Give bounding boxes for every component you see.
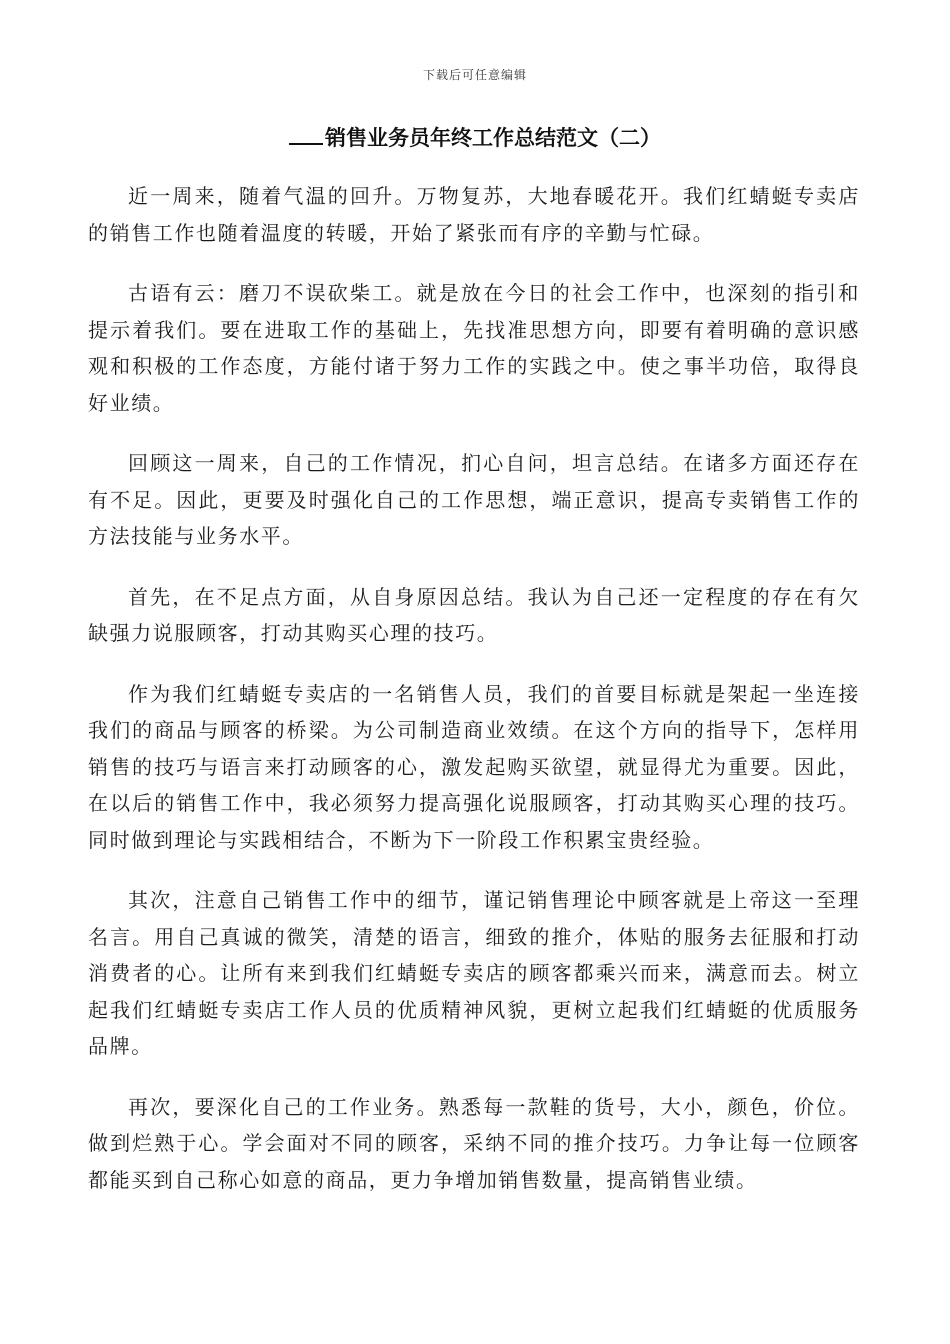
paragraph-5: 作为我们红蜻蜓专卖店的一名销售人员，我们的首要目标就是架起一坐连接我们的商品与顾客的桥梁。为公司制造商业效绩。在这个方向的指导下，怎样用销售的技巧与语言来打动顾客的心，激发起购买欲望，就显得尤为重要。因此，在以后的销售工作中，我必须努力提高强化说服顾客，打动其购买心理的技巧。同时做到理论与实践相结合，不断为下一阶段工作积累宝贵经验。: [88, 681, 860, 852]
header-note: 下载后可任意编辑: [422, 68, 527, 82]
paragraph-7: 再次，要深化自己的工作业务。熟悉每一款鞋的货号，大小，颜色，价位。做到烂熟于心。学会面对不同的顾客，采纳不同的推介技巧。力争让每一位顾客都能买到自己称心如意的商品，更力争增加销售数量，提高销售业绩。: [88, 1094, 860, 1192]
document-body: [88, 178, 860, 1222]
paragraph-3: 回顾这一周来，自己的工作情况，扪心自问，坦言总结。在诸多方面还存在有不足。因此，更要及时强化自己的工作思想，端正意识，提高专卖销售工作的方法技能与业务水平。: [88, 451, 860, 548]
paragraph-4: 首先，在不足点方面，从自身原因总结。我认为自己还一定程度的存在有欠缺强力说服顾客，打动其购买心理的技巧。: [88, 584, 860, 645]
paragraph-6: 其次，注意自己销售工作中的细节，谨记销售理论中顾客就是上帝这一至理名言。用自己真诚的微笑，清楚的语言，细致的推介，体贴的服务去征服和打动消费者的心。让所有来到我们红蜻蜓专卖店的顾客都乘兴而来，满意而去。树立起我们红蜻蜓专卖店工作人员的优质精神风貌，更树立起我们红蜻蜓的优质服务品牌。: [88, 888, 860, 1058]
title-blank-line: [289, 125, 323, 145]
title-text: 销售业务员年终工作总结范文（二）: [325, 126, 661, 150]
paragraph-2: 古语有云：磨刀不误砍柴工。就是放在今日的社会工作中，也深刻的指引和提示着我们。要在进取工作的基础上，先找准思想方向，即要有着明确的意识感观和积极的工作态度，方能付诸于努力工作的实践之中。使之事半功倍，取得良好业绩。: [88, 281, 860, 415]
paragraph-1: 近一周来，随着气温的回升。万物复苏，大地春暖花开。我们红蜻蜓专卖店的销售工作也随着温度的转暖，开始了紧张而有序的辛勤与忙碌。: [88, 184, 860, 245]
page-title: [0, 122, 950, 152]
